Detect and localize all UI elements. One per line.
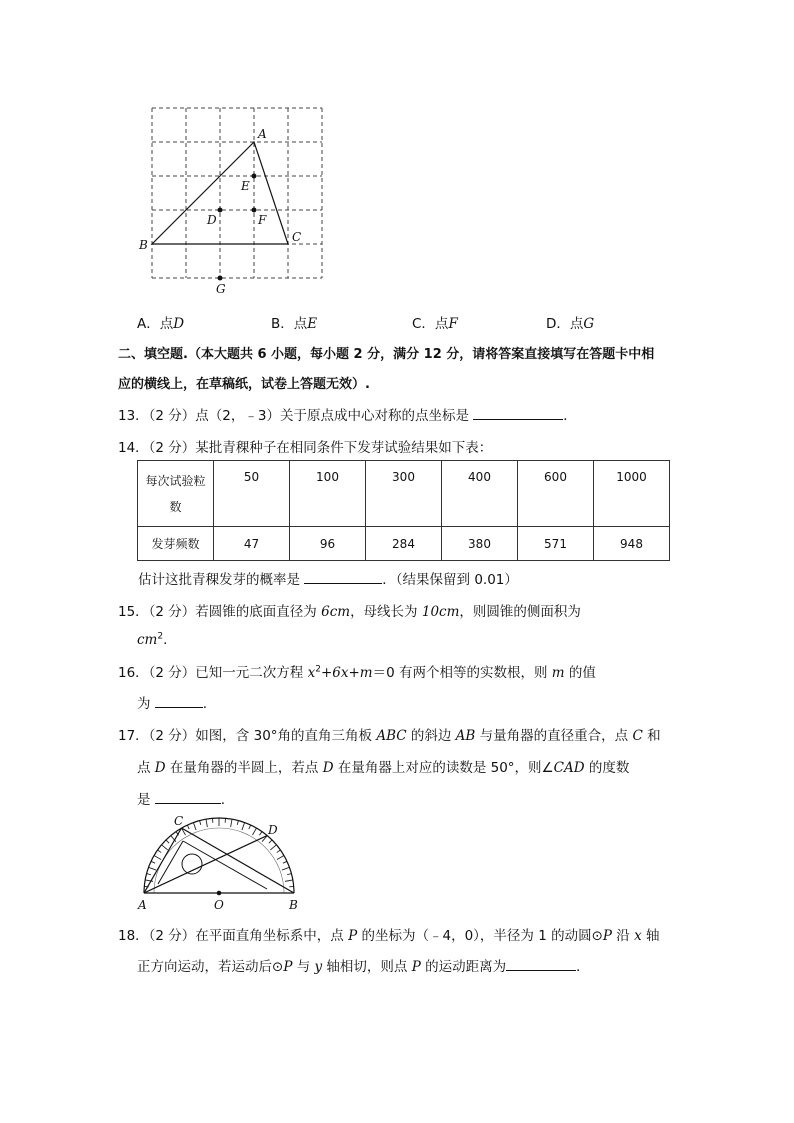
- inner-cb: [183, 841, 267, 889]
- q17-end: .: [220, 792, 226, 808]
- table-header-cell: [138, 461, 214, 527]
- protractor-tick: [253, 828, 257, 835]
- q17-cad: CAD: [553, 760, 585, 776]
- q18-end: ．: [576, 959, 590, 975]
- option-var: D: [173, 316, 185, 332]
- q14-after-text: 估计这批青稞发芽的概率是: [138, 572, 300, 588]
- option-letter: C．点: [412, 316, 449, 332]
- point-f: [252, 208, 257, 213]
- q18-l2d: 的运动距离为: [420, 959, 507, 975]
- question-13: [118, 404, 577, 424]
- q13-answer-blank[interactable]: [473, 405, 563, 420]
- q16-part3: 的值: [564, 665, 596, 681]
- point-g: [218, 276, 223, 281]
- section-heading-line2: 应的横线上，在草稿纸，试卷上答题无效）.: [118, 377, 370, 392]
- protractor-tick: [162, 845, 168, 850]
- table-cell: 571: [518, 527, 594, 561]
- protractor-tick: [200, 821, 201, 825]
- protractor-tick: [270, 845, 276, 850]
- protractor-tick: [166, 840, 169, 843]
- option-var: F: [448, 316, 458, 332]
- question-15-line1: [118, 600, 581, 620]
- q12-option-b[interactable]: [271, 312, 317, 332]
- label-g: G: [216, 282, 226, 296]
- q15-slant: 10cm: [421, 604, 460, 620]
- protractor-tick: [193, 823, 196, 831]
- table-cell: 400: [442, 461, 518, 527]
- q17-l2b: 在量角器的半圆上，若点: [165, 760, 323, 776]
- protractor-tick: [242, 823, 245, 831]
- q17-l3: 是: [137, 792, 151, 808]
- q18-l1b: 的坐标为（﹣4，0），半径为 1 的动圆⊙: [357, 928, 603, 944]
- protractor-tick: [283, 861, 287, 863]
- germination-table: [137, 460, 670, 561]
- table-cell: 100: [290, 461, 366, 527]
- q17-ab: AB: [455, 728, 476, 744]
- q16-eq-rest: +6x+m: [320, 665, 373, 681]
- table-cell: 600: [518, 461, 594, 527]
- q18-l2a: 正方向运动，若运动后⊙: [137, 959, 284, 975]
- q17-l2c: 在量角器上对应的读数是 50°，则∠: [333, 760, 554, 776]
- q18-p: P: [348, 928, 358, 944]
- protractor-tick: [285, 880, 293, 881]
- q18-l1d: 轴: [641, 928, 660, 944]
- option-var: E: [307, 316, 318, 332]
- q16-line2: 为: [137, 696, 151, 712]
- table-cell: 47: [214, 527, 290, 561]
- q18-l1a: 18．（2 分）在平面直角坐标系中，点: [118, 928, 349, 944]
- label-a: A: [138, 898, 147, 912]
- q15-end: .: [163, 632, 168, 648]
- q12-option-a[interactable]: [137, 312, 184, 332]
- label-a: A: [258, 127, 267, 141]
- protractor-tick: [287, 874, 291, 875]
- q16-part1: 16．（2 分）已知一元二次方程: [118, 665, 308, 681]
- q18-p2: P: [602, 928, 612, 944]
- q12-option-c[interactable]: [412, 312, 458, 332]
- question-15-line2: [137, 630, 167, 648]
- side-ac: [144, 828, 182, 893]
- label-e: E: [241, 179, 250, 193]
- q15-unit: cm: [137, 632, 158, 648]
- table-cell: 300: [366, 461, 442, 527]
- q16-eq-sup: 2: [315, 664, 321, 675]
- q13-text: 13．（2 分）点（2，﹣3）关于原点成中心对称的点坐标是: [118, 408, 469, 424]
- q13-end: ．: [563, 408, 577, 424]
- protractor-tick: [149, 867, 157, 870]
- q16-answer-blank[interactable]: [155, 693, 203, 708]
- q17-l2a: 点: [137, 760, 155, 776]
- option-var: G: [583, 316, 595, 332]
- header-line1: 每次试验粒: [145, 473, 206, 488]
- point-o: [217, 891, 222, 896]
- protractor-inner-arc: [154, 828, 284, 893]
- table-cell: 948: [594, 527, 670, 561]
- option-letter: A．点: [137, 316, 174, 332]
- protractor-tick: [249, 825, 251, 829]
- protractor-figure: [132, 812, 312, 914]
- point-d: [218, 208, 223, 213]
- option-letter: D．点: [546, 316, 584, 332]
- table-row: [138, 527, 670, 561]
- q15-part3: ，则圆锥的侧面积为: [459, 604, 581, 620]
- q17-c: C: [632, 728, 643, 744]
- question-18-line2: [137, 955, 590, 975]
- label-c: C: [174, 814, 184, 828]
- question-18-line1: [118, 924, 660, 944]
- q15-part1: 15．（2 分）若圆锥的底面直径为: [118, 604, 322, 620]
- q18-l1c: 沿: [612, 928, 635, 944]
- q18-x: x: [634, 928, 642, 944]
- q18-p3: P: [283, 959, 293, 975]
- label-b: B: [289, 898, 298, 912]
- question-16-line2: [137, 692, 207, 712]
- label-d: D: [207, 213, 217, 227]
- q17-d2: D: [322, 760, 334, 776]
- protractor-tick: [277, 856, 284, 860]
- q14-after: [138, 568, 518, 588]
- q16-eq-x: x: [307, 665, 316, 681]
- q16-part2: ＝0 有两个相等的实数根，则: [372, 665, 552, 681]
- q18-l2b: 与: [292, 959, 315, 975]
- q17-l1a: 17．（2 分）如图，含 30°角的直角三角板: [118, 728, 377, 744]
- q15-part2: ，母线长为: [350, 604, 422, 620]
- label-d: D: [268, 823, 278, 837]
- label-f: F: [258, 213, 267, 227]
- protractor-tick: [231, 819, 232, 827]
- protractor-tick: [277, 850, 281, 853]
- protractor-tick: [154, 856, 161, 860]
- protractor-tick: [158, 850, 162, 853]
- table-header-cell: 发芽频数: [138, 527, 214, 561]
- q18-p4: P: [411, 959, 421, 975]
- question-16-line1: [118, 661, 596, 681]
- q18-y: y: [314, 959, 323, 975]
- side-cb: [182, 828, 295, 893]
- q15-unit-sup: 2: [157, 631, 164, 642]
- q12-option-d[interactable]: [546, 312, 594, 332]
- protractor-tick: [187, 825, 189, 829]
- point-e: [252, 174, 257, 179]
- q16-m: m: [551, 665, 565, 681]
- protractor-tick: [282, 867, 290, 870]
- label-c: C: [292, 230, 302, 244]
- question-17-line1: [118, 724, 661, 744]
- protractor-tick: [237, 821, 238, 825]
- protractor-tick: [259, 832, 262, 836]
- q18-answer-blank[interactable]: [506, 956, 576, 971]
- question-17-line3: [137, 788, 225, 808]
- q17-d: D: [154, 760, 166, 776]
- q17-answer-blank[interactable]: [155, 789, 221, 804]
- protractor-tick: [206, 819, 207, 827]
- q17-l1c: 与量角器的直径重合，点: [475, 728, 633, 744]
- protractor-tick: [151, 861, 155, 863]
- q17-abc: ABC: [376, 728, 407, 744]
- label-o: O: [214, 898, 224, 912]
- table-row: [138, 461, 670, 527]
- table-cell: 96: [290, 527, 366, 561]
- question-17-line2: [137, 756, 629, 776]
- table-cell: 380: [442, 527, 518, 561]
- header-line2: 数: [169, 499, 182, 514]
- q17-l1b: 的斜边: [406, 728, 456, 744]
- grid-triangle-figure: [130, 100, 340, 300]
- q15-diameter: 6cm: [321, 604, 351, 620]
- inner-ab: [158, 884, 267, 889]
- q14-after-end: ．（结果保留到 0.01）: [382, 572, 518, 588]
- q17-l2d: 的度数: [584, 760, 630, 776]
- label-b: B: [139, 238, 148, 252]
- question-14: 14．（2 分）某批青稞种子在相同条件下发芽试验结果如下表：: [118, 440, 493, 456]
- table-cell: 1000: [594, 461, 670, 527]
- section-heading-line1: 二、填空题.（本大题共 6 小题，每小题 2 分，满分 12 分，请将答案直接填写在答题卡中相: [118, 347, 655, 362]
- table-cell: 50: [214, 461, 290, 527]
- q16-end: .: [202, 696, 208, 712]
- protractor-tick: [269, 840, 272, 843]
- q17-l1d: 和: [642, 728, 661, 744]
- q14-answer-blank[interactable]: [304, 569, 382, 584]
- table-cell: 284: [366, 527, 442, 561]
- q18-l2c: 轴相切，则点: [322, 959, 412, 975]
- protractor-tick: [147, 874, 151, 875]
- option-letter: B．点: [271, 316, 308, 332]
